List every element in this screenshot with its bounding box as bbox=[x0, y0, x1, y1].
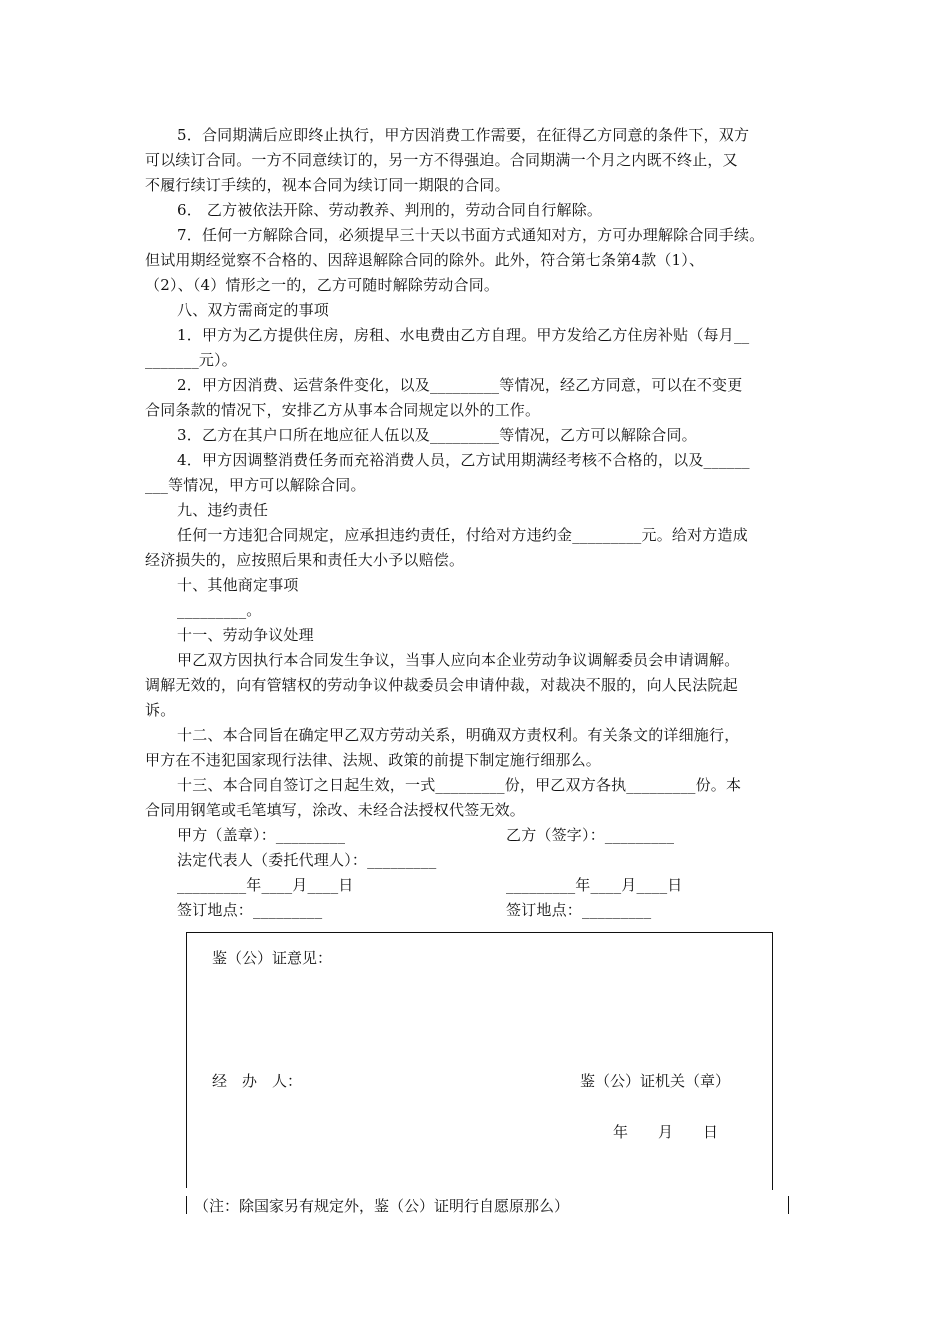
clause-9-line-1: 任何一方违犯合同规定，应承担违约责任，付给对方违约金_________元。给对方造成 bbox=[177, 526, 748, 544]
party-b-date: _________年____月____日 bbox=[506, 876, 683, 894]
clause-7-7-line-1: 7．任何一方解除合同，必须提早三十天以书面方式通知对方，方可办理解除合同手续。 bbox=[177, 226, 765, 244]
section-8-heading: 八、双方需商定的事项 bbox=[177, 301, 330, 319]
section-11-heading: 十一、劳动争议处理 bbox=[177, 626, 314, 644]
clause-9-line-2: 经济损失的，应按照后果和责任大小予以赔偿。 bbox=[145, 551, 465, 569]
clause-7-7-line-3: （2）、（4）情形之一的，乙方可随时解除劳动合同。 bbox=[145, 276, 500, 294]
clause-8-3: 3．乙方在其户口所在地应征人伍以及_________等情况，乙方可以解除合同。 bbox=[177, 426, 697, 444]
notary-note: （注：除国家另有规定外，鉴（公）证明行自愿原那么） bbox=[194, 1197, 570, 1215]
section-10-blank: _________。 bbox=[177, 601, 262, 619]
party-b-signature: 乙方（签字）：_________ bbox=[506, 826, 675, 844]
clause-8-1-line-1: 1．甲方为乙方提供住房，房租、水电费由乙方自理。甲方发给乙方住房补贴（每月__ bbox=[177, 326, 750, 344]
clause-7-5-line-3: 不履行续订手续的，视本合同为续订同一期限的合同。 bbox=[145, 176, 510, 194]
section-12-line-1: 十二、本合同旨在确定甲乙双方劳动关系，明确双方责权利。有关条文的详细施行， bbox=[177, 726, 740, 744]
section-13-line-2: 合同用钢笔或毛笔填写，涂改、未经合法授权代签无效。 bbox=[145, 801, 526, 819]
clause-8-2-line-2: 合同条款的情况下，安排乙方从事本合同规定以外的工作。 bbox=[145, 401, 541, 419]
clause-7-5-line-2: 可以续订合同。一方不同意续订的，另一方不得强迫。合同期满一个月之内既不终止，又 bbox=[145, 151, 738, 169]
notary-date-label: 年 月 日 bbox=[613, 1123, 719, 1141]
notary-box-right-border bbox=[772, 932, 773, 1190]
section-12-line-2: 甲方在不违犯国家现行法律、法规、政策的前提下制定施行细那么。 bbox=[145, 751, 602, 769]
notary-authority-seal-label: 鉴（公）证机关（章） bbox=[580, 1072, 731, 1090]
clause-7-5-line-1: 5．合同期满后应即终止执行，甲方因消费工作需要，在征得乙方同意的条件下，双方 bbox=[177, 126, 750, 144]
party-a-place: 签订地点：_________ bbox=[177, 901, 323, 919]
section-13-line-1: 十三、本合同自签订之日起生效，一式_________份，甲乙双方各执_________份。本 bbox=[177, 776, 742, 794]
notary-note-left-border bbox=[186, 1196, 187, 1214]
legal-representative: 法定代表人（委托代理人）：_________ bbox=[177, 851, 437, 869]
clause-7-7-line-2: 但试用期经觉察不合格的、因辞退解除合同的除外。此外，符合第七条第4款（1）、 bbox=[145, 251, 705, 269]
notary-box-left-border bbox=[186, 932, 187, 1188]
notary-opinion-label: 鉴（公）证意见： bbox=[212, 949, 333, 967]
notary-note-right-border bbox=[788, 1196, 789, 1214]
notary-box-top-border bbox=[186, 932, 773, 933]
clause-7-6: 6． 乙方被依法开除、劳动教养、判刑的，劳动合同自行解除。 bbox=[177, 201, 603, 219]
clause-8-4-line-1: 4．甲方因调整消费任务而充裕消费人员，乙方试用期满经考核不合格的，以及______ bbox=[177, 451, 750, 469]
clause-11-line-3: 诉。 bbox=[145, 701, 176, 719]
party-a-date: _________年____月____日 bbox=[177, 876, 354, 894]
clause-11-line-1: 甲乙双方因执行本合同发生争议，当事人应向本企业劳动争议调解委员会申请调解。 bbox=[177, 651, 740, 669]
section-10-heading: 十、其他商定事项 bbox=[177, 576, 299, 594]
notary-handler-label: 经 办 人： bbox=[212, 1072, 303, 1090]
party-b-place: 签订地点：_________ bbox=[506, 901, 652, 919]
party-a-seal: 甲方（盖章）：_________ bbox=[177, 826, 346, 844]
clause-8-1-line-2: _______元）。 bbox=[145, 351, 238, 369]
clause-11-line-2: 调解无效的，向有管辖权的劳动争议仲裁委员会申请仲裁，对裁决不服的，向人民法院起 bbox=[145, 676, 738, 694]
clause-8-4-line-2: ___等情况，甲方可以解除合同。 bbox=[145, 476, 366, 494]
clause-8-2-line-1: 2．甲方因消费、运营条件变化，以及_________等情况，经乙方同意，可以在不变更 bbox=[177, 376, 743, 394]
section-9-heading: 九、违约责任 bbox=[177, 501, 269, 519]
